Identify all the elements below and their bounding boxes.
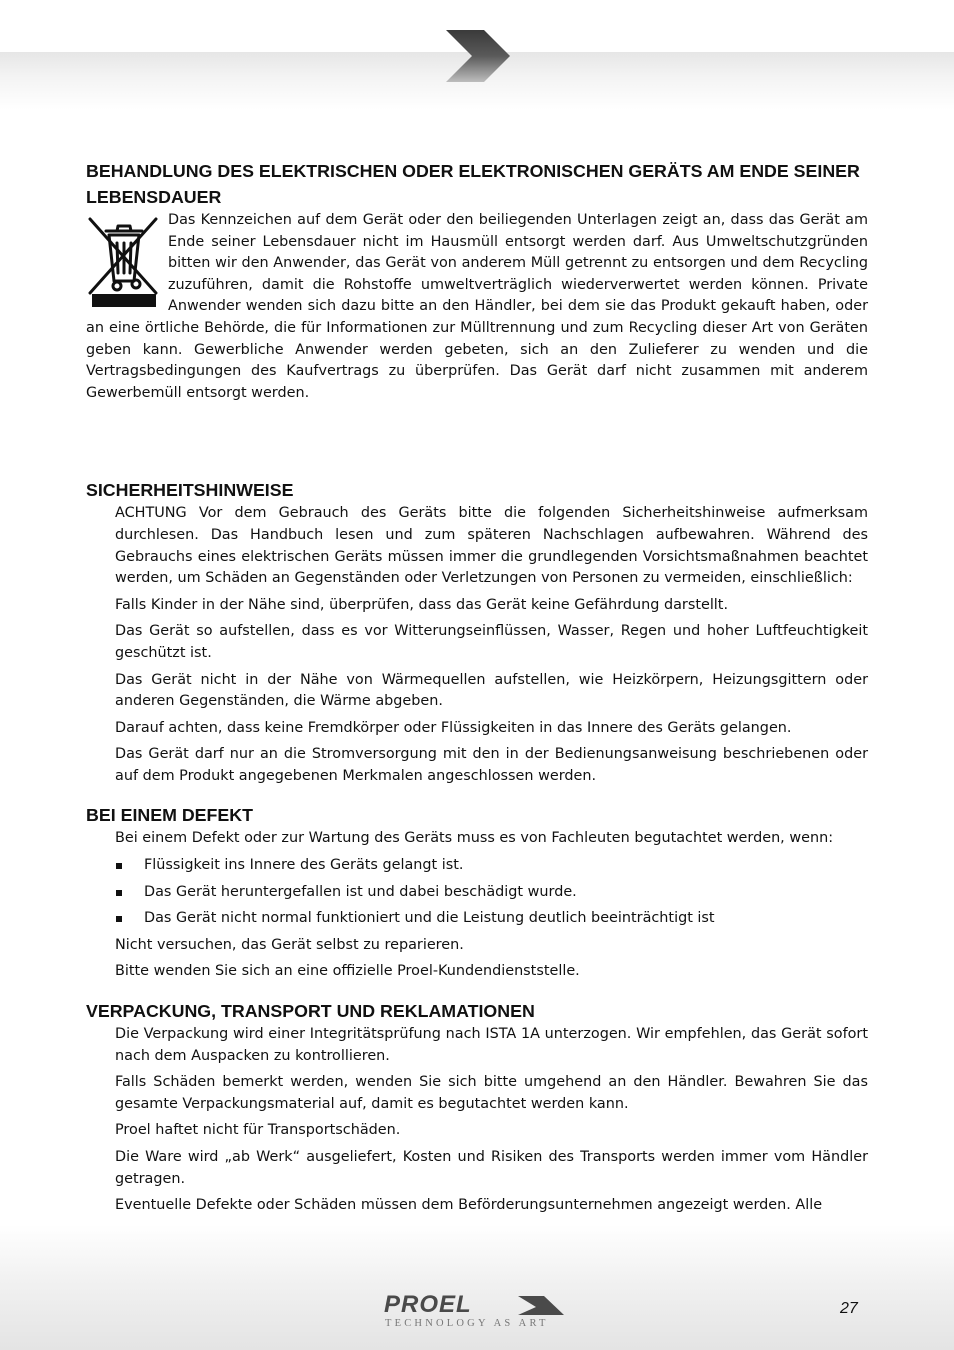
packaging-heading: VERPACKUNG, TRANSPORT UND REKLAMATIONEN	[86, 1001, 535, 1022]
packaging-section	[86, 998, 868, 1217]
weee-crossed-bin-icon	[84, 213, 164, 309]
list-item: Das Gerät nicht normal funktioniert und die Leistung deutlich beeinträchtigt ist	[115, 908, 868, 930]
packaging-liability-text: Proel haftet nicht für Transportschäden.	[115, 1122, 401, 1139]
page-content	[86, 158, 868, 1217]
proel-logo	[384, 1293, 568, 1333]
logo-wordmark: PROEL	[384, 1291, 472, 1318]
list-item: Flüssigkeit ins Innere des Geräts gelangt ist.	[115, 855, 868, 877]
page-number: 27	[840, 1300, 858, 1317]
safety-heading: SICHERHEITSHINWEISE	[86, 480, 294, 501]
safety-children-text: Falls Kinder in der Nähe sind, überprüfen, dass das Gerät keine Gefährdung darstellt.	[115, 596, 729, 613]
safety-weather-text: Das Gerät so aufstellen, dass es vor Witterungseinflüssen, Wasser, Regen und hoher Luftfeuchtigkeit geschützt ist.	[115, 623, 868, 661]
packaging-delivery-text: Die Ware wird „ab Werk“ ausgeliefert, Kosten und Risiken des Transports werden immer vom Händler getragen.	[115, 1149, 868, 1187]
chevron-arrow-icon	[444, 28, 514, 84]
safety-power-text: Das Gerät darf nur an die Stromversorgung mit den in der Bedienungsanweisung beschriebenen oder auf dem Produkt angegebenen Merkmalen angeschlossen werden.	[115, 746, 868, 784]
disposal-section	[86, 158, 868, 404]
bullet-square-icon	[116, 890, 122, 896]
packaging-damage-text: Falls Schäden bemerkt werden, wenden Sie sich bitte umgehend an den Händler. Bewahren Sie das gesamte Verpackungsmaterial auf, damit es begutachtet werden kann.	[115, 1074, 868, 1112]
logo-arrow-icon	[518, 1295, 566, 1317]
safety-heat-text: Das Gerät nicht in der Nähe von Wärmequellen aufstellen, wie Heizkörpern, Heizungsgittern oder anderen Gegenständen, die Wärme abgeben.	[115, 671, 868, 710]
safety-section	[86, 477, 868, 787]
packaging-ista-text: Die Verpackung wird einer Integritätsprüfung nach ISTA 1A unterzogen. Wir empfehlen, das Gerät sofort nach dem Auspacken zu kontrollieren.	[115, 1026, 868, 1064]
defect-bullet-list	[86, 855, 868, 930]
disposal-text: Das Kennzeichen auf dem Gerät oder den beiliegenden Unterlagen zeigt an, dass das Gerät am Ende seiner Lebensdauer nicht im Hausmüll entsorgt werden darf. Aus Umweltschutzgründen bitten wir den Anwender, das Gerät von anderem Müll getrennt zu entsorgen und dem Recycling zuzuführen, damit die Rohstoffe umweltverträglich wiederverwertet werden können. Private Anwender wenden sich dazu bitte an den Händler, bei dem sie das Produkt gekauft haben, oder an eine örtliche Behörde, die für Informationen zur Mülltrennung und zum Recycling dieser Art von Geräten geben kann. Gewerbliche Anwender werden gebeten, sich an den Zulieferer zu wenden und die Vertragsbedingungen des Kaufvertrags zu überprüfen. Das Gerät darf nicht zusammen mit anderem Gewerbemüll entsorgt werden.	[86, 212, 868, 401]
defect-service-text: Bitte wenden Sie sich an eine offizielle Proel-Kundendienststelle.	[115, 963, 580, 980]
safety-liquids-text: Darauf achten, dass keine Fremdkörper oder Flüssigkeiten in das Innere des Geräts gelangen.	[115, 719, 792, 736]
disposal-heading: BEHANDLUNG DES ELEKTRISCHEN ODER ELEKTRONISCHEN GERÄTS AM ENDE SEINER LEBENSDAUER	[86, 161, 860, 207]
defect-heading: BEI EINEM DEFEKT	[86, 805, 253, 826]
bullet-square-icon	[116, 863, 122, 869]
logo-tagline: TECHNOLOGY AS ART	[385, 1318, 549, 1329]
safety-warning-text: ACHTUNG Vor dem Gebrauch des Geräts bitte die folgenden Sicherheitshinweise aufmerksam durchlesen. Das Handbuch lesen und zum späteren Nachschlagen aufbewahren. Während des Gebrauchs eines elektrischen Geräts müssen immer die grundlegenden Vorsichtsmaßnahmen beachtet werden, um Schäden an Gegenständen oder Verletzungen von Personen zu vermeiden, einschließlich:	[115, 505, 868, 587]
defect-no-repair-text: Nicht versuchen, das Gerät selbst zu reparieren.	[115, 936, 464, 953]
defect-section	[86, 802, 868, 983]
bullet-square-icon	[116, 916, 122, 922]
list-item: Das Gerät heruntergefallen ist und dabei beschädigt wurde.	[115, 882, 868, 904]
packaging-defects-text: Eventuelle Defekte oder Schäden müssen dem Beförderungsunternehmen angezeigt werden. Alle	[115, 1197, 823, 1214]
defect-intro-text: Bei einem Defekt oder zur Wartung des Geräts muss es von Fachleuten begutachtet werden, wenn:	[115, 830, 834, 847]
